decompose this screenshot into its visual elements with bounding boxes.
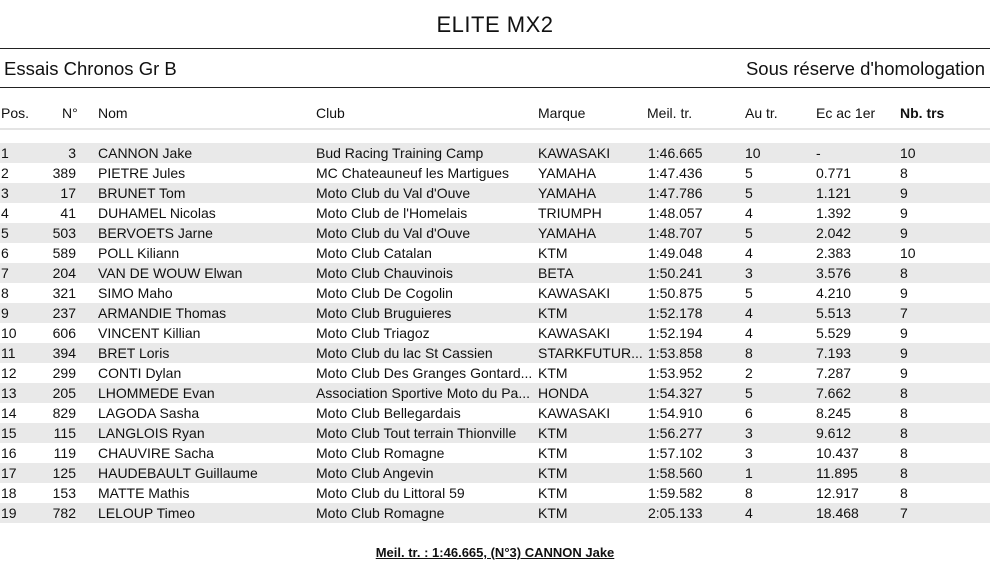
cell-best-lap-number: 3 [745,445,753,461]
cell-lap-count: 8 [900,265,908,281]
cell-position: 18 [1,485,17,501]
cell-gap-to-first: 2.042 [816,225,852,241]
cell-club: Moto Club Romagne [316,445,445,461]
title-divider [0,48,990,49]
cell-best-lap-number: 1 [745,465,753,481]
cell-number: 41 [60,205,76,221]
cell-brand: YAMAHA [538,225,597,241]
cell-position: 2 [1,165,9,181]
cell-number: 119 [53,445,76,461]
cell-lap-count: 8 [900,485,908,501]
cell-best-lap-number: 3 [745,265,753,281]
cell-brand: KTM [538,485,568,501]
cell-lap-count: 9 [900,225,908,241]
cell-position: 12 [1,365,17,381]
cell-gap-to-first: 18.468 [816,505,859,521]
cell-position: 9 [1,305,9,321]
header-number: N° [62,105,78,121]
cell-gap-to-first: 11.895 [816,465,858,481]
cell-number: 237 [52,305,76,321]
cell-lap-count: 8 [900,165,908,181]
table-row [0,483,990,503]
cell-number: 829 [52,405,76,421]
cell-best-lap: 1:54.910 [648,405,703,421]
cell-position: 10 [1,325,17,341]
table-row [0,163,990,183]
cell-position: 3 [1,185,9,201]
cell-brand: KAWASAKI [538,405,611,421]
cell-best-lap-number: 5 [745,385,753,401]
results-table-body [0,143,990,523]
cell-club: Moto Club Triagoz [316,325,430,341]
cell-name: BERVOETS Jarne [98,225,213,241]
best-lap-summary: Meil. tr. : 1:46.665, (N°3) CANNON Jake [375,545,615,560]
cell-gap-to-first: 1.121 [816,185,852,201]
cell-best-lap-number: 5 [745,285,753,301]
cell-name: HAUDEBAULT Guillaume [98,465,258,481]
subtitle-divider [0,87,990,88]
cell-gap-to-first: - [816,145,821,161]
cell-gap-to-first: 9.612 [816,425,852,441]
header-position: Pos. [1,105,30,121]
session-name: Essais Chronos Gr B [4,58,177,79]
cell-number: 115 [53,425,76,441]
cell-lap-count: 9 [900,205,908,221]
cell-best-lap: 1:50.875 [648,285,703,301]
cell-number: 389 [52,165,76,181]
cell-best-lap-number: 4 [745,305,753,321]
cell-brand: KTM [538,505,568,521]
cell-name: BRET Loris [98,345,170,361]
cell-number: 125 [52,465,76,481]
cell-best-lap-number: 6 [745,405,753,421]
cell-lap-count: 7 [900,305,908,321]
table-row [0,203,990,223]
cell-club: Moto Club Catalan [316,245,432,261]
cell-lap-count: 8 [900,445,908,461]
cell-best-lap-number: 5 [745,225,753,241]
cell-brand: YAMAHA [538,165,597,181]
cell-name: CANNON Jake [98,145,193,161]
cell-gap-to-first: 7.662 [816,385,852,401]
cell-name: LAGODA Sasha [98,405,200,421]
cell-gap-to-first: 7.287 [816,365,852,381]
cell-number: 299 [52,365,76,381]
cell-position: 13 [1,385,17,401]
cell-position: 5 [1,225,9,241]
cell-position: 17 [1,465,17,481]
cell-name: POLL Kiliann [98,245,180,261]
cell-best-lap: 1:58.560 [648,465,703,481]
cell-position: 16 [1,445,17,461]
cell-name: VAN DE WOUW Elwan [98,265,243,281]
cell-name: DUHAMEL Nicolas [98,205,216,221]
cell-club: Moto Club du Val d'Ouve [316,185,471,201]
cell-best-lap-number: 4 [745,505,753,521]
cell-brand: TRIUMPH [538,205,602,221]
cell-brand: KTM [538,305,568,321]
cell-brand: HONDA [538,385,589,401]
cell-name: SIMO Maho [98,285,173,301]
cell-brand: KTM [538,465,568,481]
cell-best-lap: 1:59.582 [648,485,703,501]
cell-best-lap-number: 8 [745,485,753,501]
cell-gap-to-first: 8.245 [816,405,852,421]
cell-number: 3 [68,145,76,161]
cell-best-lap: 1:49.048 [648,245,703,261]
table-row [0,183,990,203]
table-row [0,283,990,303]
cell-position: 4 [1,205,9,221]
cell-number: 589 [52,245,76,261]
cell-number: 394 [52,345,76,361]
cell-club: Bud Racing Training Camp [316,145,484,161]
cell-lap-count: 8 [900,425,908,441]
header-club: Club [316,105,345,121]
cell-position: 15 [1,425,17,441]
cell-position: 7 [1,265,9,281]
cell-club: Moto Club du lac St Cassien [316,345,493,361]
cell-position: 14 [1,405,17,421]
cell-best-lap: 1:46.665 [648,145,703,161]
cell-best-lap-number: 4 [745,205,753,221]
cell-best-lap: 2:05.133 [648,505,703,521]
cell-name: ARMANDIE Thomas [98,305,227,321]
cell-brand: KAWASAKI [538,325,611,341]
table-row [0,263,990,283]
cell-best-lap-number: 5 [745,165,753,181]
cell-club: Moto Club Tout terrain Thionville [316,425,517,441]
table-row [0,223,990,243]
table-row [0,423,990,443]
cell-lap-count: 9 [900,365,908,381]
cell-lap-count: 9 [900,285,908,301]
cell-lap-count: 8 [900,405,908,421]
cell-club: Moto Club de l'Homelais [316,205,468,221]
page-title: ELITE MX2 [436,12,554,37]
cell-best-lap: 1:50.241 [648,265,703,281]
cell-club: Moto Club Chauvinois [316,265,453,281]
cell-brand: KTM [538,245,568,261]
header-best-lap-number: Au tr. [745,105,778,121]
cell-club: Moto Club De Cogolin [316,285,453,301]
cell-gap-to-first: 3.576 [816,265,852,281]
cell-brand: KTM [538,445,568,461]
cell-position: 1 [1,145,9,161]
cell-best-lap-number: 3 [745,425,753,441]
cell-gap-to-first: 4.210 [816,285,852,301]
cell-number: 321 [52,285,76,301]
cell-name: BRUNET Tom [98,185,186,201]
cell-number: 204 [52,265,76,281]
table-row [0,463,990,483]
cell-club: Moto Club Romagne [316,505,445,521]
cell-position: 6 [1,245,9,261]
cell-best-lap: 1:52.194 [648,325,703,341]
cell-position: 11 [1,345,16,361]
cell-gap-to-first: 12.917 [816,485,859,501]
cell-number: 782 [52,505,76,521]
cell-best-lap: 1:47.436 [648,165,703,181]
cell-best-lap-number: 5 [745,185,753,201]
cell-gap-to-first: 5.513 [816,305,852,321]
cell-lap-count: 9 [900,185,908,201]
cell-brand: YAMAHA [538,185,597,201]
cell-best-lap: 1:56.277 [648,425,703,441]
cell-club: Moto Club Angevin [316,465,434,481]
cell-brand: KAWASAKI [538,285,611,301]
header-gap-to-first: Ec ac 1er [816,105,876,121]
cell-number: 503 [52,225,76,241]
cell-best-lap: 1:48.707 [648,225,703,241]
cell-number: 17 [60,185,76,201]
homologation-status: Sous réserve d'homologation [745,58,985,79]
cell-best-lap-number: 8 [745,345,753,361]
cell-best-lap-number: 10 [745,145,761,161]
table-row [0,363,990,383]
cell-best-lap-number: 4 [745,245,753,261]
cell-name: CONTI Dylan [98,365,182,381]
cell-name: PIETRE Jules [98,165,186,181]
header-divider [0,128,990,130]
cell-gap-to-first: 5.529 [816,325,852,341]
table-row [0,303,990,323]
cell-best-lap-number: 2 [745,365,753,381]
cell-club: Moto Club du Val d'Ouve [316,225,471,241]
cell-lap-count: 9 [900,325,908,341]
cell-name: MATTE Mathis [98,485,190,501]
table-row [0,243,990,263]
header-brand: Marque [538,105,586,121]
table-row [0,143,990,163]
table-row [0,343,990,363]
cell-lap-count: 10 [900,245,916,261]
cell-position: 19 [1,505,17,521]
cell-lap-count: 8 [900,385,908,401]
cell-best-lap: 1:53.952 [648,365,703,381]
cell-brand: BETA [538,265,574,281]
cell-gap-to-first: 0.771 [816,165,852,181]
cell-gap-to-first: 2.383 [816,245,852,261]
header-lap-count: Nb. trs [900,105,945,121]
table-row [0,323,990,343]
cell-lap-count: 7 [900,505,908,521]
table-row [0,503,990,523]
table-row [0,383,990,403]
cell-brand: STARKFUTUR... [538,345,643,361]
cell-best-lap: 1:57.102 [648,445,703,461]
cell-lap-count: 10 [900,145,916,161]
cell-best-lap: 1:54.327 [648,385,703,401]
cell-name: LHOMMEDE Evan [98,385,215,401]
table-row [0,403,990,423]
header-best-lap: Meil. tr. [647,105,693,121]
cell-best-lap: 1:52.178 [648,305,703,321]
cell-club: Moto Club Bellegardais [316,405,461,421]
cell-best-lap-number: 4 [745,325,753,341]
cell-name: CHAUVIRE Sacha [98,445,214,461]
cell-position: 8 [1,285,9,301]
cell-name: LANGLOIS Ryan [98,425,205,441]
cell-club: Moto Club Bruguieres [316,305,452,321]
cell-club: Moto Club du Littoral 59 [316,485,465,501]
cell-club: Association Sportive Moto du Pa... [316,385,530,401]
cell-number: 606 [52,325,76,341]
cell-lap-count: 8 [900,465,908,481]
cell-name: VINCENT Killian [98,325,201,341]
cell-number: 205 [52,385,76,401]
cell-club: MC Chateauneuf les Martigues [316,165,509,181]
header-name: Nom [98,105,128,121]
cell-name: LELOUP Timeo [98,505,196,521]
cell-gap-to-first: 1.392 [816,205,852,221]
cell-brand: KTM [538,365,568,381]
cell-number: 153 [52,485,76,501]
cell-brand: KAWASAKI [538,145,611,161]
table-row [0,443,990,463]
cell-gap-to-first: 7.193 [816,345,852,361]
results-table-header [0,105,990,125]
cell-best-lap: 1:48.057 [648,205,703,221]
cell-best-lap: 1:47.786 [648,185,703,201]
cell-club: Moto Club Des Granges Gontard... [316,365,533,381]
cell-best-lap: 1:53.858 [648,345,703,361]
cell-brand: KTM [538,425,568,441]
cell-gap-to-first: 10.437 [816,445,859,461]
cell-lap-count: 9 [900,345,908,361]
